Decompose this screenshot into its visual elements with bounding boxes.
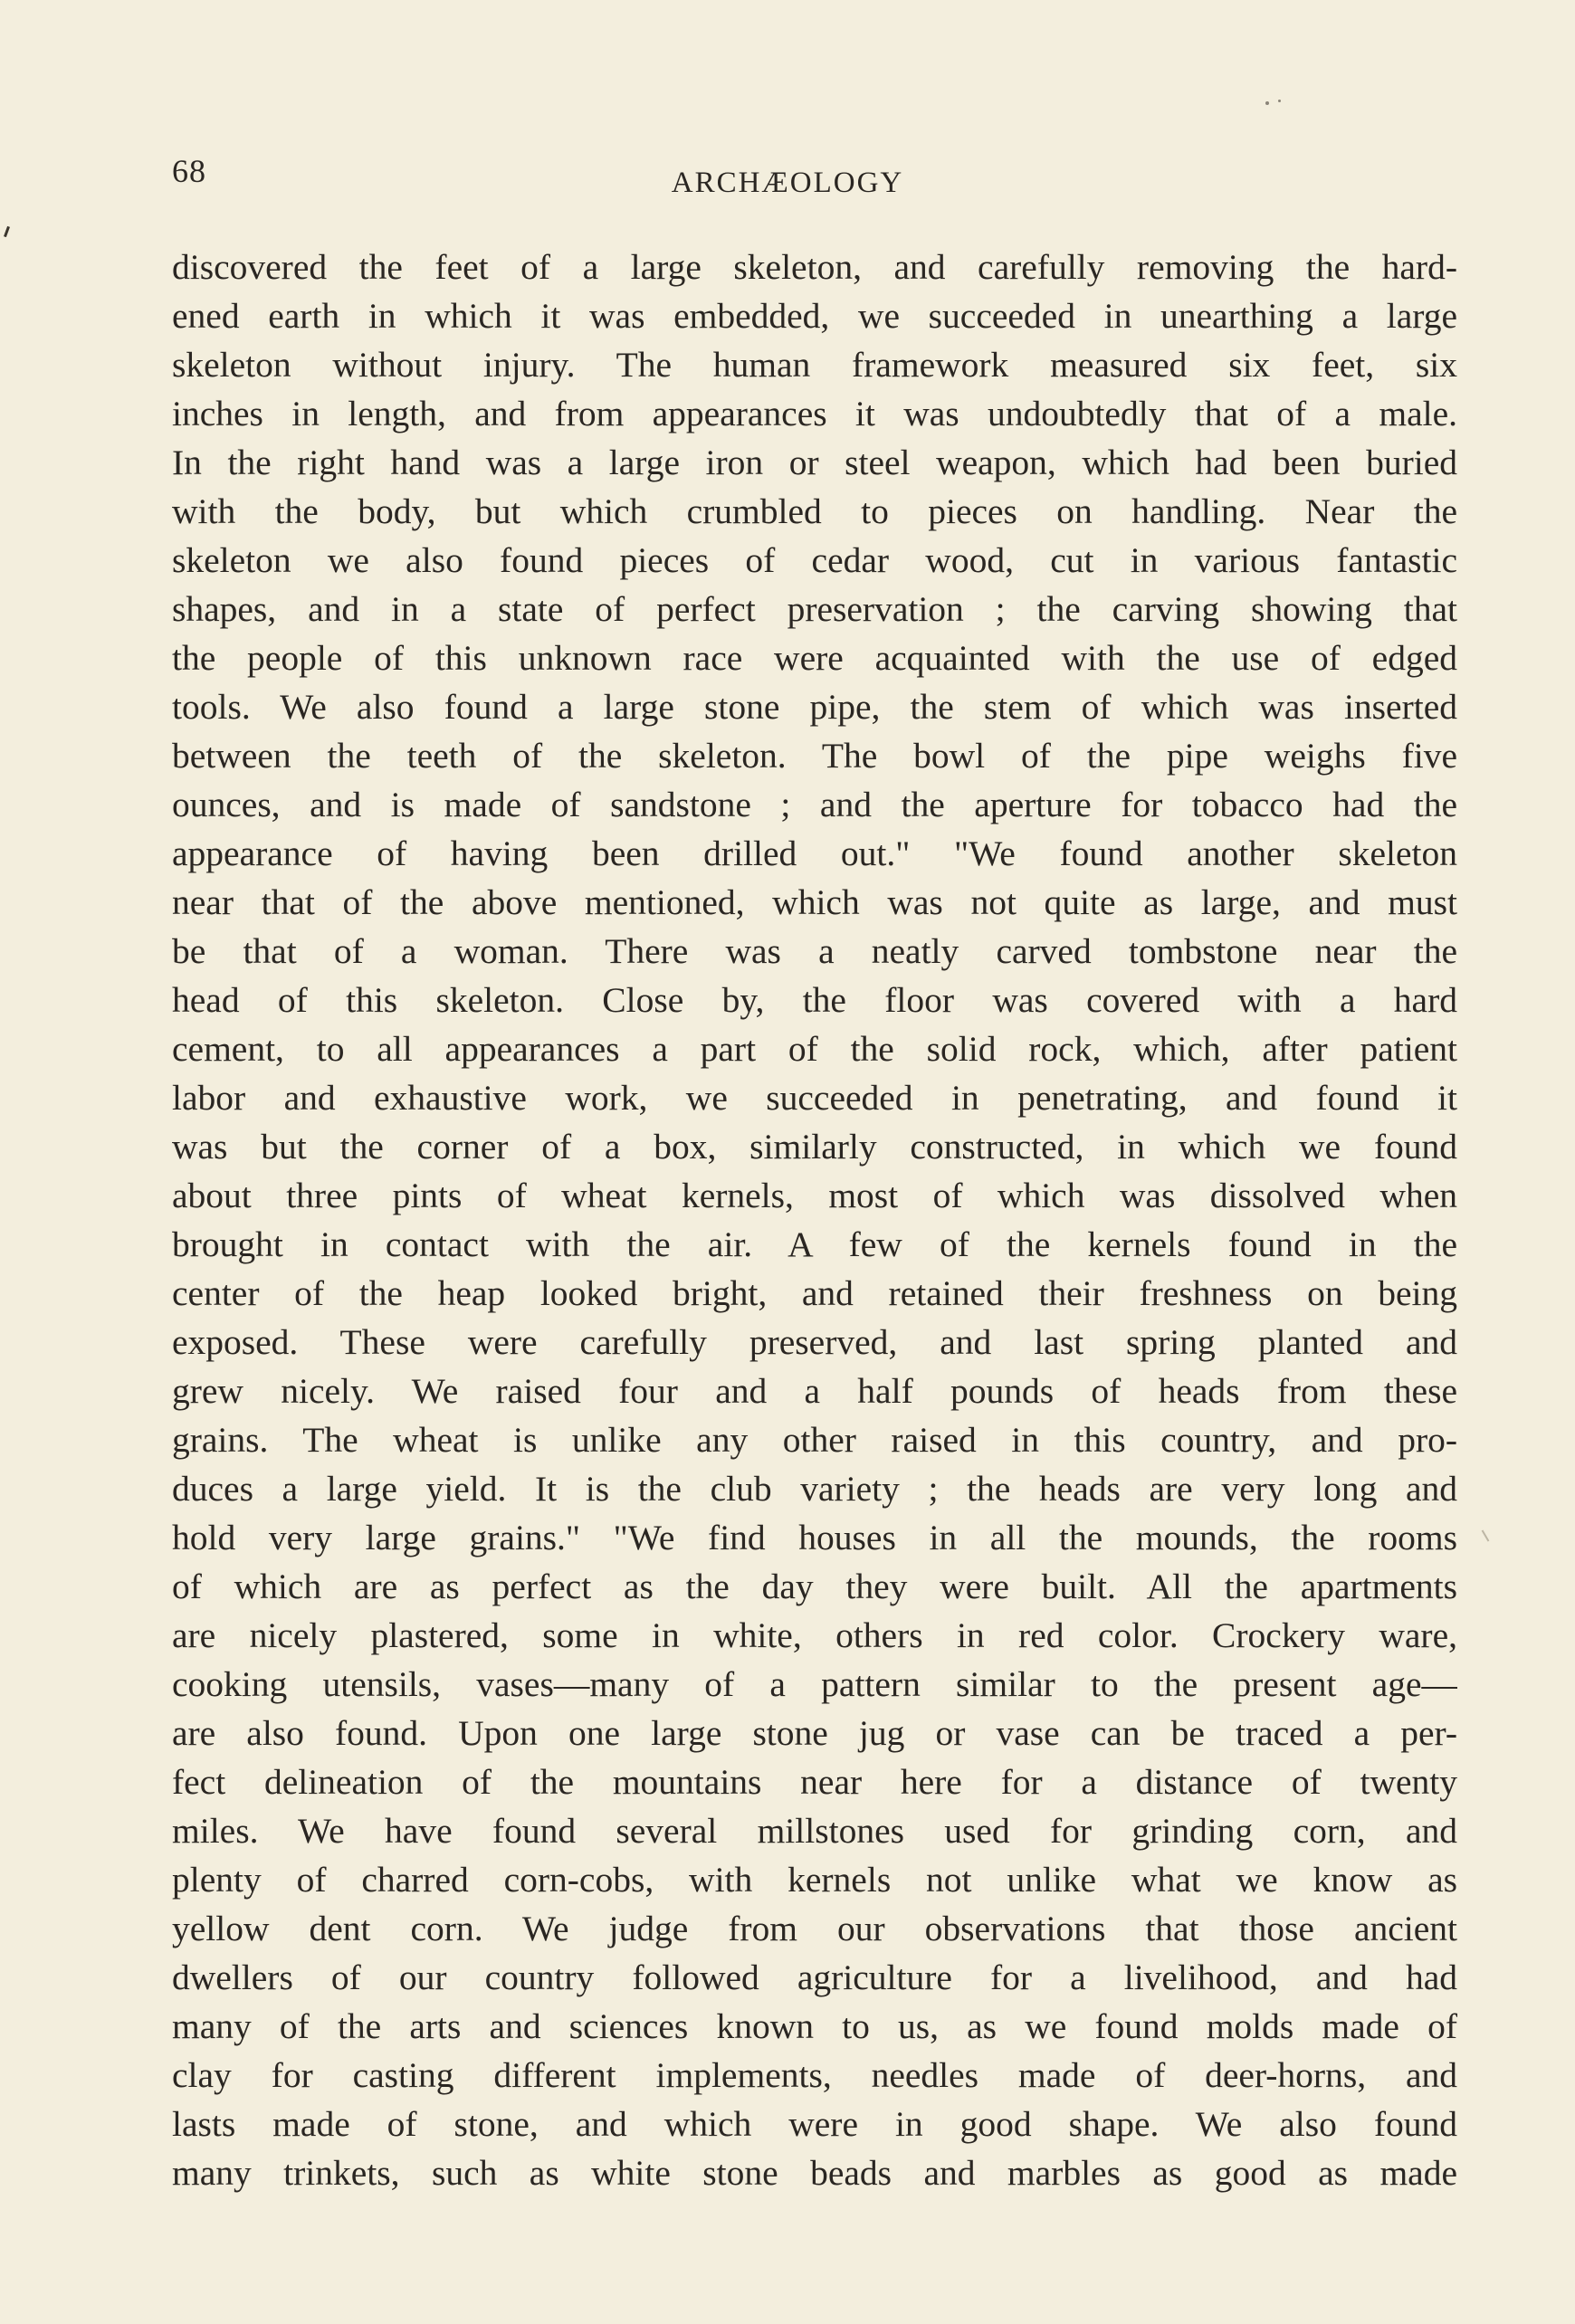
text-line: duces a large yield. It is the club variety ; the heads are very long and <box>172 1469 1457 1509</box>
text-line: tools. We also found a large stone pipe, the stem of which was inserted <box>172 687 1457 727</box>
text-line: skeleton without injury. The human framework measured six feet, six <box>172 345 1457 385</box>
text-line: inches in length, and from appearances it was undoubtedly that of a male. <box>172 394 1457 433</box>
text-line: are also found. Upon one large stone jug or vase can be traced a per- <box>172 1713 1457 1753</box>
text-line: exposed. These were carefully preserved, and last spring planted and <box>172 1322 1457 1362</box>
text-line: miles. We have found several millstones used for grinding corn, and <box>172 1811 1457 1851</box>
text-line: the people of this unknown race were acquainted with the use of edged <box>172 638 1457 678</box>
text-line: appearance of having been drilled out." "We found another skeleton <box>172 833 1457 873</box>
text-line: head of this skeleton. Close by, the floor was covered with a hard <box>172 980 1457 1020</box>
text-line: center of the heap looked bright, and retained their freshness on being <box>172 1273 1457 1313</box>
text-line: labor and exhaustive work, we succeeded in penetrating, and found it <box>172 1078 1457 1118</box>
text-line: grew nicely. We raised four and a half pounds of heads from these <box>172 1371 1457 1411</box>
text-line: cement, to all appearances a part of the solid rock, which, after patient <box>172 1029 1457 1069</box>
paper-speck <box>1278 100 1281 102</box>
text-line: ened earth in which it was embedded, we succeeded in unearthing a large <box>172 296 1457 336</box>
text-line: brought in contact with the air. A few of the kernels found in the <box>172 1224 1457 1264</box>
text-line: hold very large grains." "We find houses in all the mounds, the rooms <box>172 1518 1457 1557</box>
body-text <box>172 243 1457 2197</box>
text-line: cooking utensils, vases—many of a pattern similar to the present age— <box>172 1664 1457 1704</box>
page-number: 68 <box>172 153 206 189</box>
text-line: dwellers of our country followed agriculture for a livelihood, and had <box>172 1957 1457 1997</box>
paper-speck <box>1265 101 1269 105</box>
text-line: be that of a woman. There was a neatly carved tombstone near the <box>172 931 1457 971</box>
text-line: yellow dent corn. We judge from our observations that those ancient <box>172 1909 1457 1948</box>
text-line: plenty of charred corn-cobs, with kernels not unlike what we know as <box>172 1860 1457 1900</box>
text-line: discovered the feet of a large skeleton, and carefully removing the hard- <box>172 247 1457 287</box>
text-line: shapes, and in a state of perfect preservation ; the carving showing that <box>172 589 1457 629</box>
text-line: clay for casting different implements, needles made of deer-horns, and <box>172 2055 1457 2095</box>
margin-mark <box>4 226 10 237</box>
text-line: near that of the above mentioned, which was not quite as large, and must <box>172 882 1457 922</box>
margin-mark <box>1482 1529 1490 1541</box>
text-line: many trinkets, such as white stone beads and marbles as good as made <box>172 2153 1457 2193</box>
text-line: lasts made of stone, and which were in good shape. We also found <box>172 2104 1457 2144</box>
text-line: ounces, and is made of sandstone ; and the aperture for tobacco had the <box>172 785 1457 824</box>
text-line: between the teeth of the skeleton. The bowl of the pipe weighs five <box>172 736 1457 776</box>
text-line: about three pints of wheat kernels, most of which was dissolved when <box>172 1176 1457 1215</box>
text-line: grains. The wheat is unlike any other raised in this country, and pro- <box>172 1420 1457 1460</box>
text-line: fect delineation of the mountains near here for a distance of twenty <box>172 1762 1457 1802</box>
text-line: with the body, but which crumbled to pieces on handling. Near the <box>172 491 1457 531</box>
text-line: skeleton we also found pieces of cedar wood, cut in various fantastic <box>172 540 1457 580</box>
text-line: many of the arts and sciences known to us, as we found molds made of <box>172 2006 1457 2046</box>
text-line: of which are as perfect as the day they were built. All the apartments <box>172 1567 1457 1606</box>
running-title: ARCHÆOLOGY <box>671 167 904 199</box>
text-line: was but the corner of a box, similarly constructed, in which we found <box>172 1127 1457 1167</box>
text-line: are nicely plastered, some in white, others in red color. Crockery ware, <box>172 1615 1457 1655</box>
text-line: In the right hand was a large iron or steel weapon, which had been buried <box>172 443 1457 482</box>
